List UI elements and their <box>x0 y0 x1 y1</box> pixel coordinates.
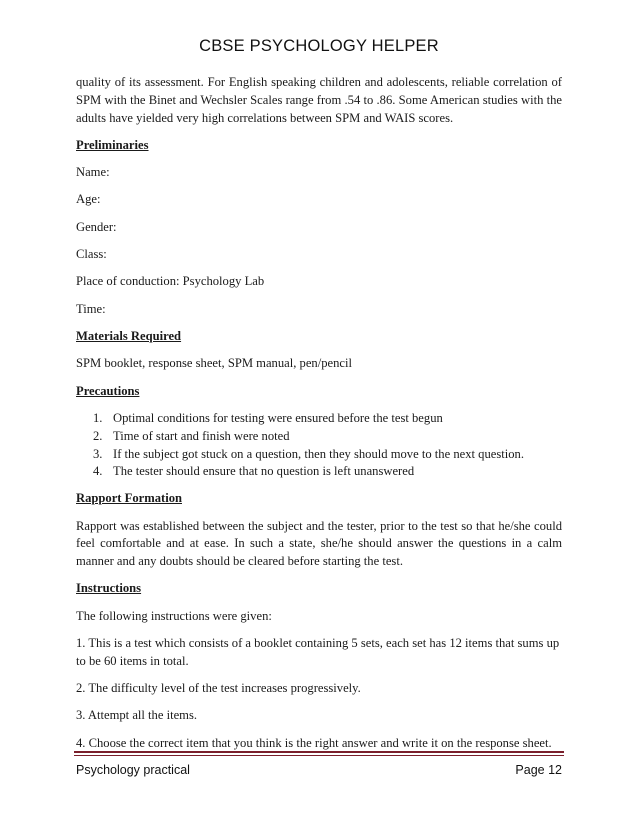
instruction-item: 3. Attempt all the items. <box>76 708 198 723</box>
list-text: Optimal conditions for testing were ensured before the test begun <box>113 411 443 426</box>
instruction-item: 1. This is a test which consists of a booklet containing 5 sets, each set has 12 items that sums up to be 60 items in total. <box>76 636 560 668</box>
list-text: The tester should ensure that no question is left unanswered <box>113 464 415 479</box>
footer-divider-thin <box>74 755 564 756</box>
list-number: 1. <box>93 411 103 426</box>
page-header-title: CBSE PSYCHOLOGY HELPER <box>199 37 439 55</box>
list-item <box>76 463 562 481</box>
field-age: Age: <box>76 192 101 207</box>
list-text: If the subject got stuck on a question, then they should move to the next question. <box>113 446 524 461</box>
page-footer <box>76 763 562 777</box>
precautions-heading: Precautions <box>76 383 140 398</box>
rapport-heading: Rapport Formation <box>76 491 182 506</box>
rapport-text: Rapport was established between the subject and the tester, prior to the test so that he/she could feel comfortable and at ease. In such a state, she/he should answer the questions in a calm manner and any doubts should be cleared before starting the test. <box>76 518 562 569</box>
list-number: 3. <box>93 446 103 461</box>
preliminaries-heading: Preliminaries <box>76 137 149 152</box>
field-gender: Gender: <box>76 219 117 234</box>
materials-heading: Materials Required <box>76 328 182 343</box>
field-name: Name: <box>76 165 110 180</box>
list-number: 4. <box>93 464 103 479</box>
instructions-lead: The following instructions were given: <box>76 608 272 623</box>
footer-left-text: Psychology practical <box>76 763 190 777</box>
instruction-item: 4. Choose the correct item that you think is the right answer and write it on the response sheet. <box>76 735 552 750</box>
list-text: Time of start and finish were noted <box>113 428 290 443</box>
field-time: Time: <box>76 301 106 316</box>
list-item <box>76 446 562 464</box>
page-content <box>76 74 562 753</box>
list-item <box>76 428 562 446</box>
precautions-list <box>76 410 562 480</box>
field-class: Class: <box>76 247 107 262</box>
footer-divider-thick <box>74 751 564 753</box>
intro-paragraph: quality of its assessment. For English speaking children and adolescents, reliable correlation of SPM with the Binet and Wechsler Scales range from .54 to .86. Some American studies with the adults have yielded very high correlations between SPM and WAIS scores. <box>76 75 562 125</box>
field-place: Place of conduction: Psychology Lab <box>76 274 265 289</box>
materials-text: SPM booklet, response sheet, SPM manual, pen/pencil <box>76 356 352 371</box>
instruction-item: 2. The difficulty level of the test increases progressively. <box>76 681 361 696</box>
list-item <box>76 410 562 428</box>
instructions-heading: Instructions <box>76 581 142 596</box>
list-number: 2. <box>93 428 103 443</box>
page-number: Page 12 <box>515 763 562 777</box>
